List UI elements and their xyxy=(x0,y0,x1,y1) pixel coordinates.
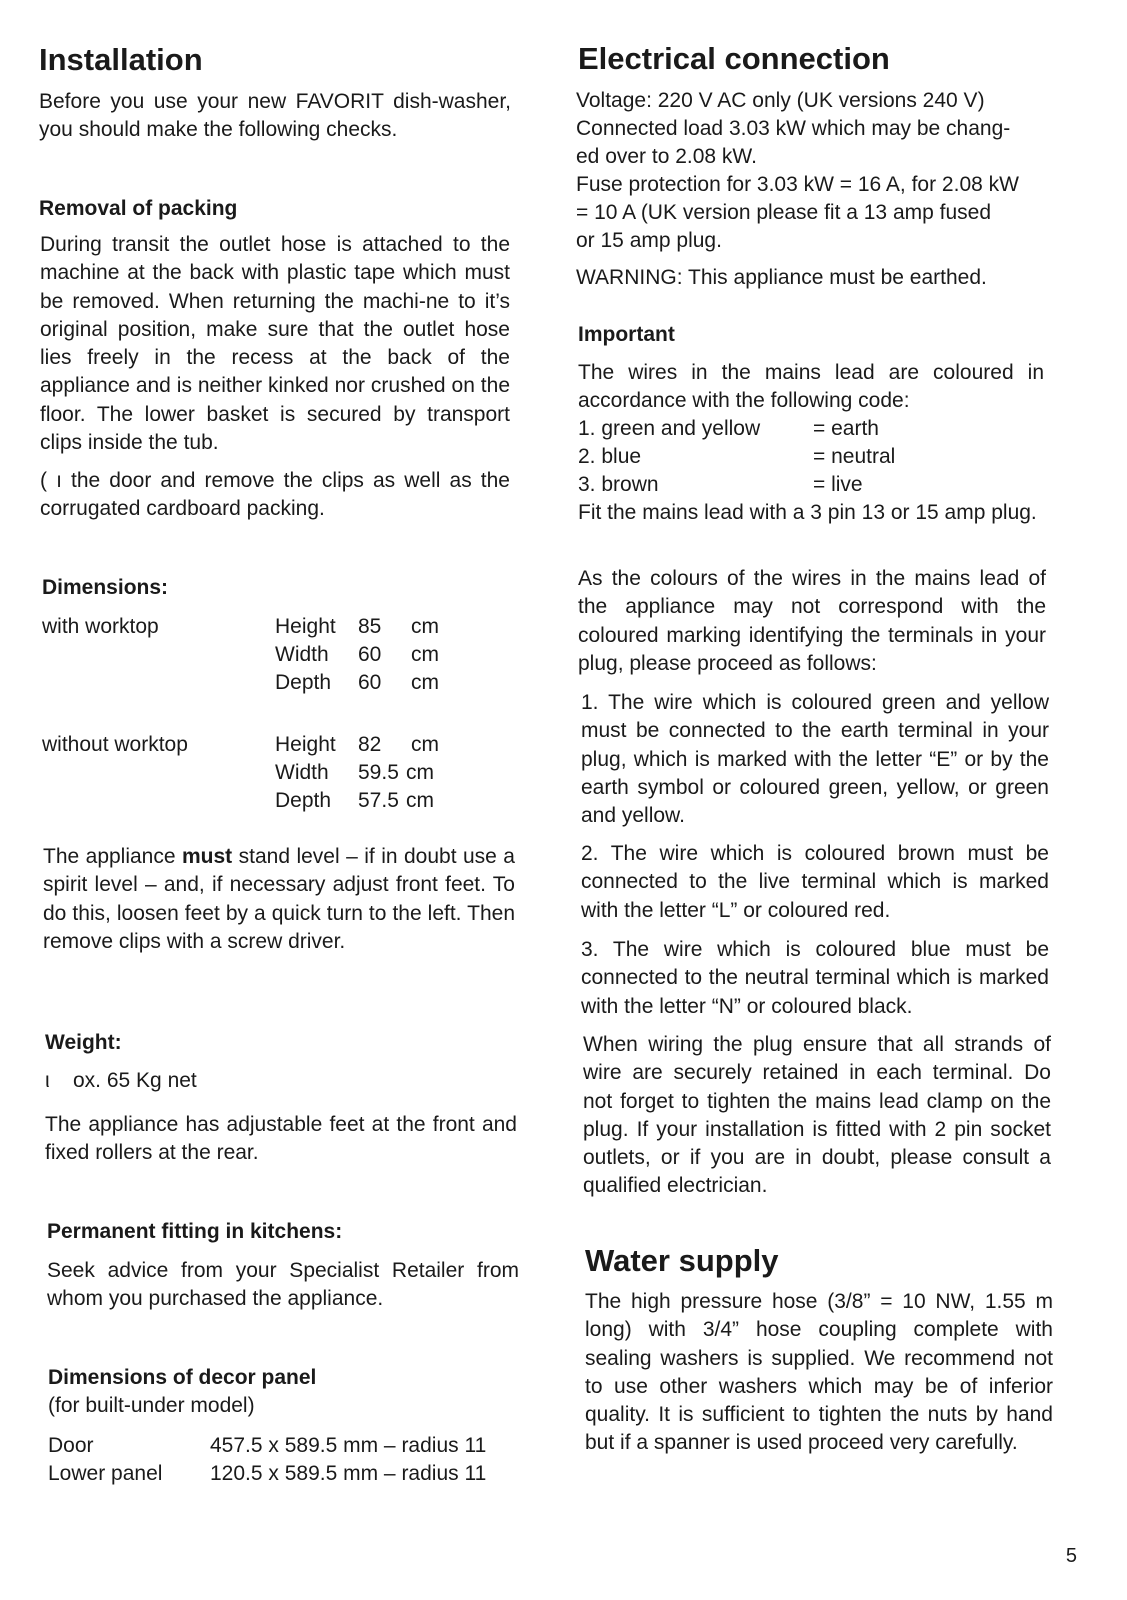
decor-subheading: (for built-under model) xyxy=(48,1394,255,1417)
dim-unit: cm xyxy=(411,733,439,756)
removal-heading: Removal of packing xyxy=(39,197,238,220)
without-worktop-label: without worktop xyxy=(42,733,188,756)
colours-text: As the colours of the wires in the mains lead of the appliance may not correspond with the coloured marking identifying the terminals in your plug, please proceed as follows: xyxy=(578,567,1046,675)
voltage-line: Connected load 3.03 kW which may be chang- xyxy=(576,117,1011,140)
page-number: 5 xyxy=(1065,1545,1077,1567)
open-door-text: ( ı the door and remove the clips as well as the corrugated cardboard packing. xyxy=(40,469,510,521)
level-text-emphasis: must xyxy=(182,845,233,868)
dim-name: Height xyxy=(275,615,336,638)
dim-name: Depth xyxy=(275,671,332,694)
wire-colour: 1. green and yellow xyxy=(578,417,761,440)
decor-row-value: 120.5 x 589.5 mm – radius 11 xyxy=(210,1462,487,1485)
wires-intro: The wires in the mains lead are coloured in accordance with the following code: xyxy=(578,361,1044,413)
dim-name: Depth xyxy=(275,789,332,812)
wire-colour: 3. brown xyxy=(578,473,659,496)
voltage-line: or 15 amp plug. xyxy=(576,229,722,252)
feet-text: The appliance has adjustable feet at the front and fixed rollers at the rear. xyxy=(45,1113,517,1165)
step-2-text: 2. The wire which is coloured brown must be connected to the live terminal which is marked with the letter “L” or coloured red. xyxy=(581,842,1049,922)
weight-heading: Weight: xyxy=(45,1031,122,1054)
intro-text: Before you use your new FAVORIT dish-washer, you should make the following checks. xyxy=(39,90,511,142)
wire-colour: 2. blue xyxy=(578,445,642,468)
step-1-text: 1. The wire which is coloured green and yellow must be connected to the earth terminal in your plug, which is marked with the letter “E” or by the earth symbol or coloured green, yellow, or green and yellow. xyxy=(581,691,1049,828)
wire-meaning: = neutral xyxy=(813,445,896,468)
electrical-title: Electrical connection xyxy=(578,41,890,76)
voltage-line: ed over to 2.08 kW. xyxy=(576,145,757,168)
dim-name: Width xyxy=(275,761,329,784)
dim-value: 82 xyxy=(358,733,382,756)
wiring-text: When wiring the plug ensure that all strands of wire are securely retained in each terminal. Do not forget to tighten the mains lead clamp on the plug. If your installation is fitted with 2 pin socket outlets, or if you are in doubt, please consult a qualified electrician. xyxy=(583,1033,1051,1198)
removal-text: During transit the outlet hose is attached to the machine at the back with plastic tape which must be removed. When returning the machi-ne to it’s original position, make sure that the outlet hose lies freely in the recess at the back of the appliance and is neither kinked nor crushed on the floor. The lower basket is secured by transport clips inside the tub. xyxy=(40,233,510,455)
level-text-part: The appliance xyxy=(43,845,182,868)
dim-value: 60 xyxy=(358,643,382,666)
dim-unit: cm xyxy=(411,671,439,694)
level-text-part: stand level – if in doubt use a spirit level – and, if necessary adjust front feet. To do this, loosen feet by a quick turn to the left. Then remove clips with a screw driver. xyxy=(43,845,515,953)
dim-name: Width xyxy=(275,643,329,666)
dim-value: 57.5 xyxy=(358,789,399,812)
dim-unit: cm xyxy=(406,761,434,784)
dim-unit: cm xyxy=(411,615,439,638)
dim-value: 85 xyxy=(358,615,382,638)
important-heading: Important xyxy=(578,323,675,346)
with-worktop-label: with worktop xyxy=(42,615,159,638)
step-3-text: 3. The wire which is coloured blue must be connected to the neutral terminal which is marked with the letter “N” or coloured black. xyxy=(581,938,1049,1018)
dim-unit: cm xyxy=(411,643,439,666)
voltage-line: = 10 A (UK version please fit a 13 amp fused xyxy=(576,201,991,224)
dim-value: 60 xyxy=(358,671,382,694)
dim-unit: cm xyxy=(406,789,434,812)
permanent-heading: Permanent fitting in kitchens: xyxy=(47,1220,343,1243)
permanent-text: Seek advice from your Specialist Retailer from whom you purchased the appliance. xyxy=(47,1259,519,1311)
decor-heading: Dimensions of decor panel xyxy=(48,1366,317,1389)
level-text xyxy=(43,843,515,956)
dimensions-heading: Dimensions: xyxy=(42,576,169,599)
decor-row-value: 457.5 x 589.5 mm – radius 11 xyxy=(210,1434,487,1457)
water-text: The high pressure hose (3/8” = 10 NW, 1.55 m long) with 3/4” hose coupling complete with sealing washers is supplied. We recommend not to use other washers which may be of inferior quality. It is sufficient to tighten the nuts by hand but if a spanner is used proceed very carefully. xyxy=(585,1290,1053,1455)
voltage-line: Fuse protection for 3.03 kW = 16 A, for 2.08 kW xyxy=(576,173,1019,196)
fit-plug-text: Fit the mains lead with a 3 pin 13 or 15 amp plug. xyxy=(578,501,1037,524)
decor-row-label: Door xyxy=(48,1434,94,1457)
voltage-line: Voltage: 220 V AC only (UK versions 240 V) xyxy=(576,89,985,112)
dim-name: Height xyxy=(275,733,336,756)
decor-row-label: Lower panel xyxy=(48,1462,163,1485)
water-title: Water supply xyxy=(585,1243,779,1278)
wire-meaning: = earth xyxy=(813,417,879,440)
weight-value: ι ox. 65 Kg net xyxy=(45,1069,197,1092)
warning-text: WARNING: This appliance must be earthed. xyxy=(576,266,987,289)
installation-title: Installation xyxy=(39,42,203,77)
dim-value: 59.5 xyxy=(358,761,399,784)
wire-meaning: = live xyxy=(813,473,863,496)
